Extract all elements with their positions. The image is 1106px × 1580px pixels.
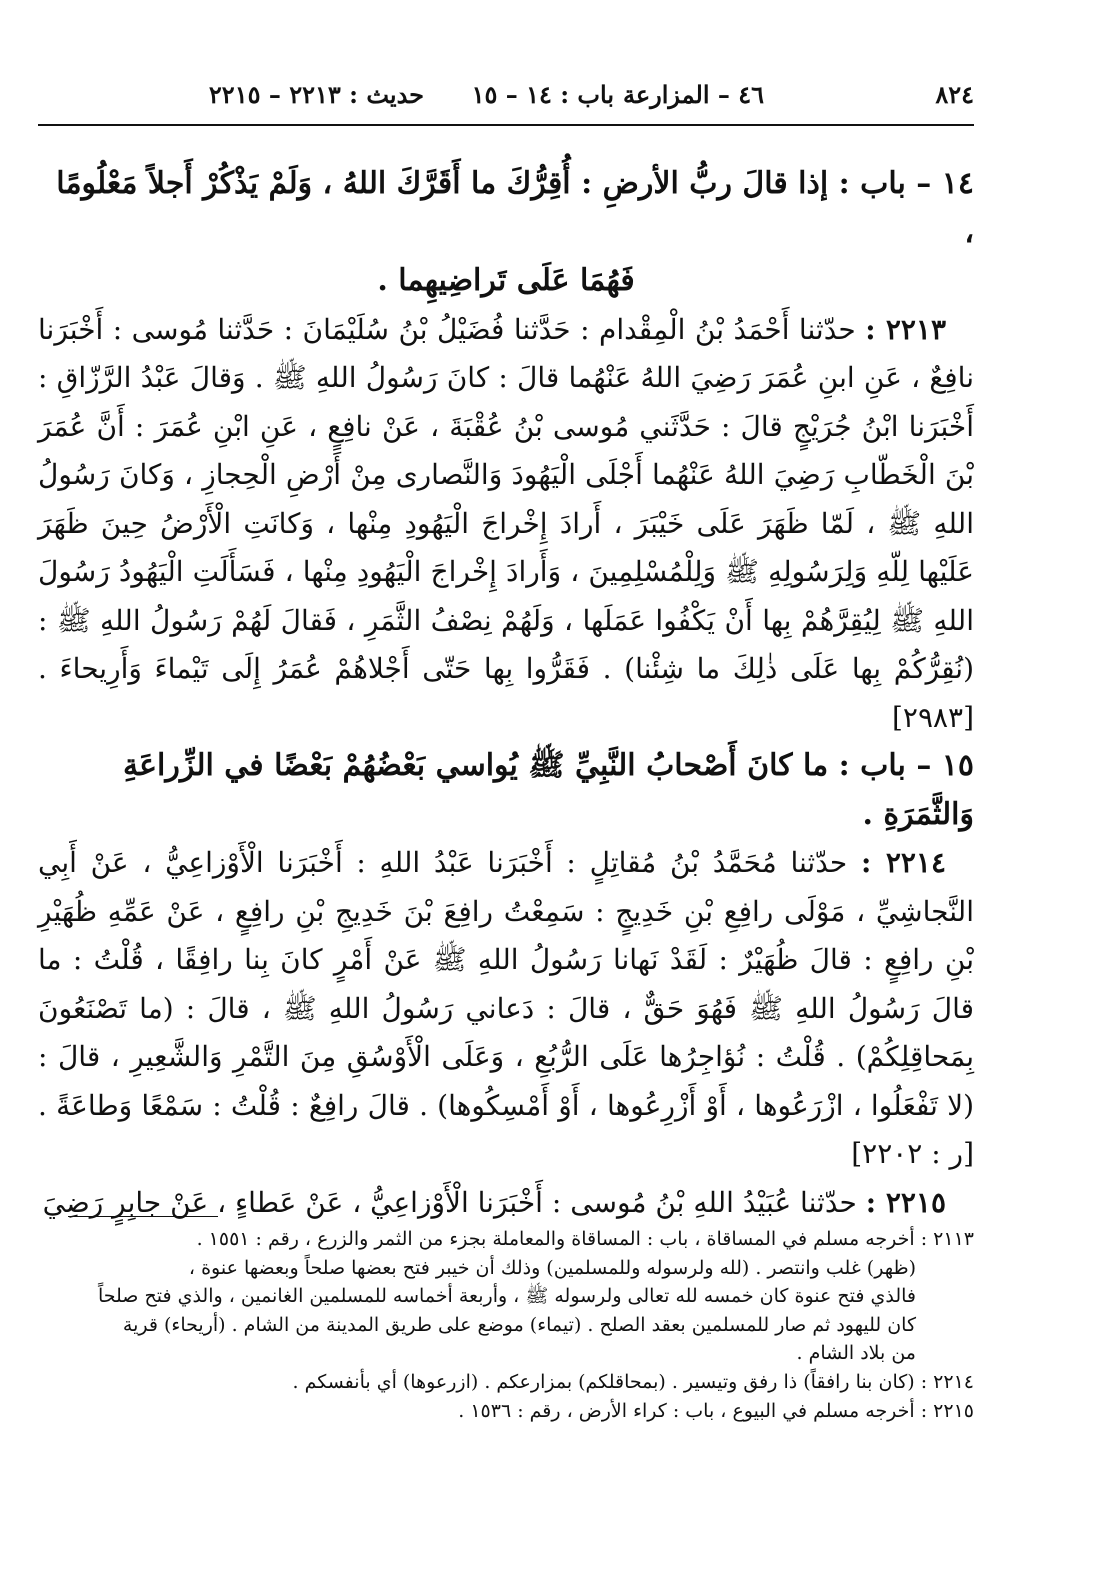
footnote-2213-line3: فالذي فتح عنوة كان خمسه لله تعالى ولرسوله ﷺ ، وأربعة أخماسه للمسلمين الغانمين ، والذي فتح صلحاً xyxy=(97,1285,916,1308)
hadith-2215-text: حدّثنا عُبَيْدُ اللهِ بْنُ مُوسى : أَخْبَرَنا الْأَوْزاعِيُّ ، عَنْ عَطاءٍ ، عَنْ جابِرٍ رَضِيَ xyxy=(42,1185,857,1219)
hadith-2215 xyxy=(38,1179,974,1228)
running-header xyxy=(38,80,974,120)
page-number: ٨٢٤ xyxy=(935,80,974,109)
footnote-2213-line2: (ظهر) غلب وانتصر . (لله ولرسوله وللمسلمين) وذلك أن خيبر فتح بعضها صلحاً وبعضها عنوة ، xyxy=(188,1256,916,1279)
bab-14-title-line1: ١٤ – باب : إذا قالَ ربُّ الأرضِ : أُقِرُّكَ ما أَقَرَّكَ اللهُ ، وَلَمْ يَذْكُرْ أَجلاً مَعْلُومًا ، xyxy=(56,166,974,250)
chapter-title: ٤٦ – المزارعة xyxy=(622,80,764,109)
hadith-2214-number: ٢٢١٤ : xyxy=(860,846,946,879)
hadith-2213-number: ٢٢١٣ : xyxy=(865,312,946,346)
hadith-2214-text: حدّثنا مُحَمَّدُ بْنُ مُقاتِلٍ : أَخْبَرَنا عَبْدُ اللهِ : أَخْبَرَنا الْأَوْزاعِيُّ ، عَنْ أَبِي النَّجاشِيِّ ، مَوْلَى رافِعِ بْنِ خَدِيجٍ : سَمِعْتُ رافِعَ بْنَ خَدِيجِ بْنِ رافِعٍ ، عَنْ عَمِّهِ ظُهَيْرِ بْنِ رافِعٍ : قالَ ظُهَيْرٌ : لَقَدْ نَهانا رَسُولُ اللهِ ﷺ عَنْ أَمْرٍ كانَ بِنا رافِقًا ، قُلْتُ : ما قالَ رَسُولُ اللهِ ﷺ فَهُوَ حَقٌّ ، قالَ : دَعاني رَسُولُ اللهِ ﷺ ، قالَ : (ما تَصْنَعُونَ بِمَحاقِلِكُمْ) . قُلْتُ : نُؤاجِرُها عَلَى الرُّبُعِ ، وَعَلَى الْأَوْسُقِ مِنَ التَّمْرِ وَالشَّعِيرِ ، قالَ : (لا تَفْعَلُوا ، ازْرَعُوها ، أَوْ أَزْرِعُوها ، أَوْ أَمْسِكُوها) . قالَ رافِعٌ : قُلْتُ : سَمْعًا وَطاعَةً . [ر : ٢٢٠٢] xyxy=(38,846,974,1170)
book-page xyxy=(38,30,974,1550)
bab-range: باب : ١٤ – ١٥ xyxy=(471,80,614,109)
hadith-2214 xyxy=(38,839,974,1179)
footnotes xyxy=(38,1225,974,1425)
hadith-range: حديث : ٢٢١٣ – ٢٢١٥ xyxy=(208,80,424,109)
footnote-2213-line4: كان لليهود ثم صار للمسلمين بعقد الصلح . (تيماء) موضع على طريق المدينة من الشام . (أريحاء) قرية xyxy=(122,1313,916,1336)
footnote-2215: ٢٢١٥ : أخرجه مسلم في البيوع ، باب : كراء الأرض ، رقم : ١٥٣٦ . xyxy=(458,1399,974,1422)
header-rule xyxy=(38,124,974,126)
footnote-2214: ٢٢١٤ : (كان بنا رافقاً) ذا رفق وتيسير . (بمحاقلكم) بمزارعكم . (ازرعوها) أي بأنفسكم . xyxy=(292,1370,974,1393)
main-text xyxy=(38,160,974,1227)
hadith-2213-text: حدّثنا أَحْمَدُ بْنُ الْمِقْدام : حَدَّثنا فُضَيْلُ بْنُ سُلَيْمَانَ : حَدَّثنا مُوسى : أَخْبَرَنا نافِعٌ ، عَنِ ابنِ عُمَرَ رَضِيَ اللهُ عَنْهُما قالَ : كانَ رَسُولُ اللهِ ﷺ . وَقالَ عَبْدُ الرَّزّاقِ : أَخْبَرَنا ابْنُ جُرَيْجٍ قالَ : حَدَّثَني مُوسى بْنُ عُقْبَةَ ، عَنْ نافِعٍ ، عَنِ ابْنِ عُمَرَ : أَنَّ عُمَرَ بْنَ الْخَطّابِ رَضِيَ اللهُ عَنْهُما أَجْلَى الْيَهُودَ وَالنَّصارى مِنْ أَرْضِ الْحِجازِ ، وَكانَ رَسُولُ اللهِ ﷺ ، لَمّا ظَهَرَ عَلَى خَيْبَرَ ، أَرادَ إِخْراجَ الْيَهُودِ مِنْها ، وَكانَتِ الْأَرْضُ حِينَ ظَهَرَ عَلَيْها لِلّهِ وَلِرَسُولِهِ ﷺ وَلِلْمُسْلِمِينَ ، وَأَرادَ إِخْراجَ الْيَهُودِ مِنْها ، فَسَأَلَتِ الْيَهُودُ رَسُولَ اللهِ ﷺ لِيُقِرَّهُمْ بِها أَنْ يَكْفُوا عَمَلَها ، وَلَهُمْ نِصْفُ الثَّمَرِ ، فَقالَ لَهُمْ رَسُولُ اللهِ ﷺ : (نُقِرُّكُمْ بِها عَلَى ذٰلِكَ ما شِئْنا) . فَقَرُّوا بِها حَتّى أَجْلاهُمْ عُمَرُ إِلَى تَيْماءَ وَأَرِيحاءَ . [٢٩٨٣] xyxy=(38,312,975,734)
hadith-2215-number: ٢٢١٥ : xyxy=(865,1185,946,1219)
footnote-2213-line1: ٢١١٣ : أخرجه مسلم في المساقاة ، باب : المساقاة والمعاملة بجزء من الثمر والزرع ، رقم : ١٥٥١ . xyxy=(196,1228,974,1250)
footnote-rule xyxy=(68,1216,218,1217)
bab-15-title: ١٥ – باب : ما كانَ أَصْحابُ النَّبِيِّ ﷺ يُواسي بَعْضُهُمْ بَعْضًا في الزِّراعَةِ وَالثَّمَرَةِ . xyxy=(123,748,974,832)
footnote-2213-line5: من بلاد الشام . xyxy=(796,1342,916,1365)
bab-14-title-line2: فَهُمَا عَلَى تَراضِيهِما . xyxy=(377,263,635,298)
hadith-2213 xyxy=(38,306,974,743)
